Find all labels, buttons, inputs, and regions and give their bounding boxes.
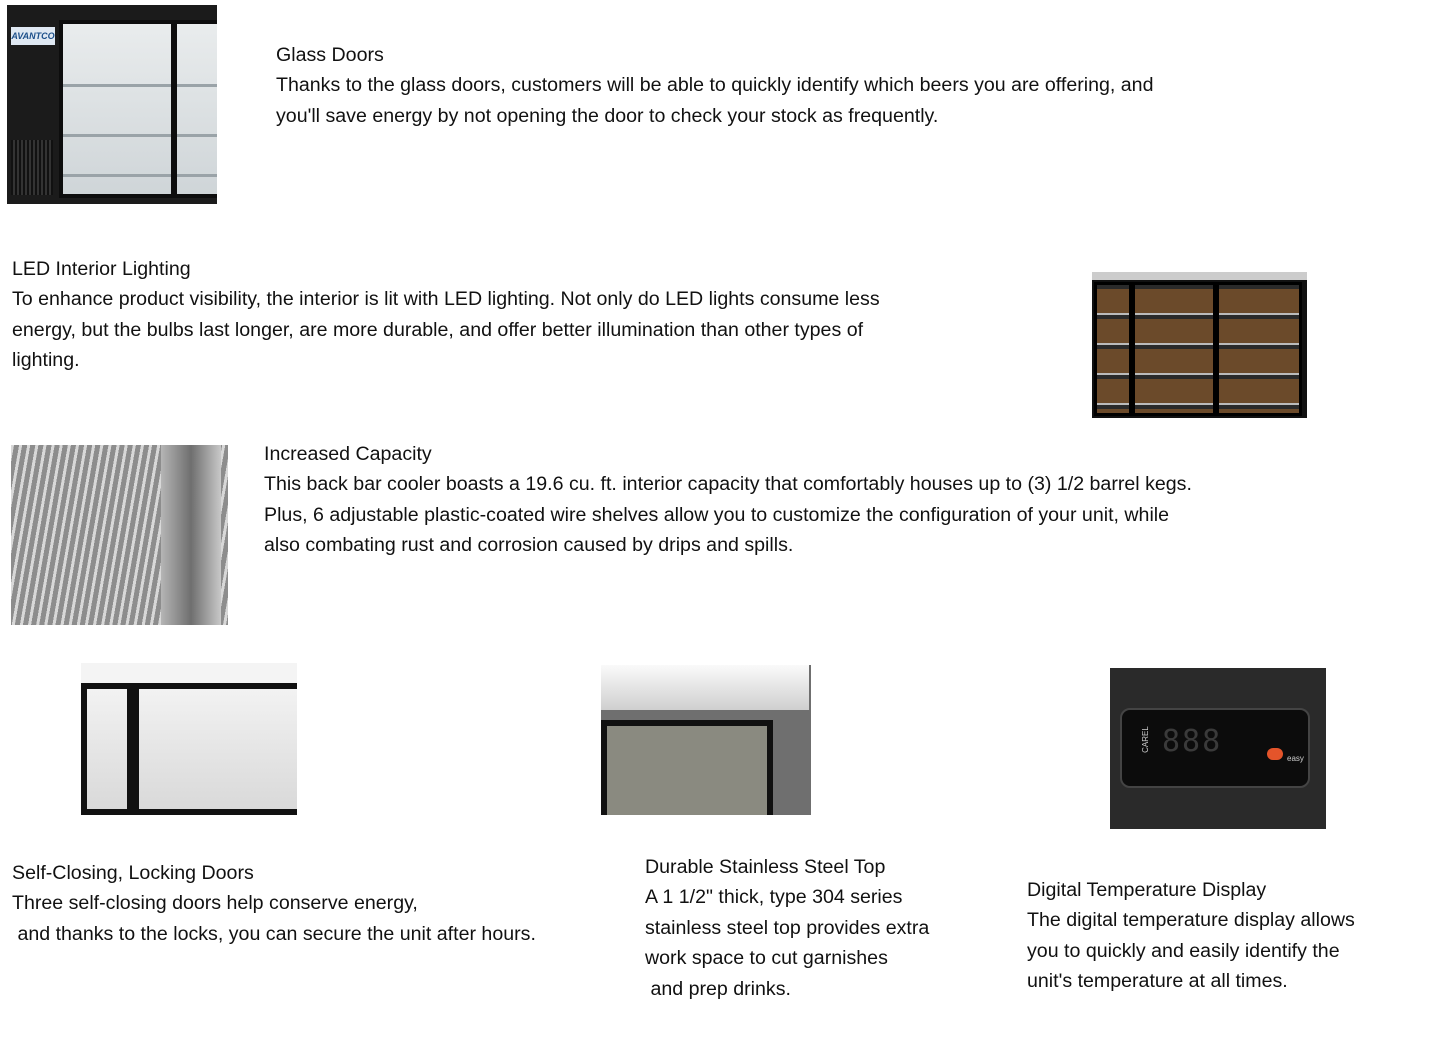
section-text: you to quickly and easily identify the xyxy=(1027,939,1340,962)
glass-door xyxy=(59,20,175,198)
carel-brand: CAREL xyxy=(1140,726,1150,753)
stainless-top-section xyxy=(645,852,1015,1004)
section-title: Digital Temperature Display xyxy=(1027,879,1267,901)
temperature-display-image xyxy=(1110,668,1326,829)
section-text: Plus, 6 adjustable plastic-coated wire shelves allow you to customize the configuration of your unit, while xyxy=(264,503,1170,526)
display-digits: 888 xyxy=(1162,724,1223,759)
stocked-cooler-image xyxy=(1092,272,1307,418)
section-title: Glass Doors xyxy=(276,44,384,66)
glass-door xyxy=(173,20,217,198)
locking-doors-image xyxy=(81,663,297,815)
section-text: The digital temperature display allows xyxy=(1027,909,1355,932)
section-text: work space to cut garnishes xyxy=(645,947,888,970)
capacity-section xyxy=(264,439,1434,561)
section-text: Three self-closing doors help conserve energy, xyxy=(12,892,418,915)
section-text: This back bar cooler boasts a 19.6 cu. ft. interior capacity that comfortably houses up to (3) 1/2 barrel kegs. xyxy=(264,473,1192,496)
glass-doors-cooler-image xyxy=(7,5,217,204)
section-title: Increased Capacity xyxy=(264,443,432,465)
led-lighting-section xyxy=(12,254,1082,376)
section-text: stainless steel top provides extra xyxy=(645,916,930,939)
easy-badge: easy xyxy=(1287,754,1304,763)
section-text: To enhance product visibility, the interior is lit with LED lighting. Not only do LED lights consume less xyxy=(12,288,880,311)
stainless-top-image xyxy=(601,665,811,815)
section-title: LED Interior Lighting xyxy=(12,258,191,280)
vent-grille xyxy=(11,140,53,195)
glass-doors-section xyxy=(276,40,1426,131)
section-text: and thanks to the locks, you can secure the unit after hours. xyxy=(12,922,536,945)
section-title: Durable Stainless Steel Top xyxy=(645,856,886,878)
section-text: lighting. xyxy=(12,349,80,372)
section-text: also combating rust and corrosion caused by drips and spills. xyxy=(264,534,794,557)
section-text: Thanks to the glass doors, customers will be able to quickly identify which beers you are offering, and xyxy=(276,74,1154,97)
temperature-display-section xyxy=(1027,875,1442,997)
wire-shelves-image xyxy=(11,445,228,625)
section-text: A 1 1/2" thick, type 304 series xyxy=(645,886,903,909)
section-text: unit's temperature at all times. xyxy=(1027,970,1288,993)
set-button-icon xyxy=(1267,748,1283,760)
avantco-logo: AVANTCO xyxy=(11,27,55,45)
section-text: and prep drinks. xyxy=(645,977,791,1000)
section-text: energy, but the bulbs last longer, are more durable, and offer better illumination than other types of xyxy=(12,318,864,341)
locking-doors-section xyxy=(12,858,637,949)
section-text: you'll save energy by not opening the door to check your stock as frequently. xyxy=(276,104,939,127)
section-title: Self-Closing, Locking Doors xyxy=(12,862,254,884)
